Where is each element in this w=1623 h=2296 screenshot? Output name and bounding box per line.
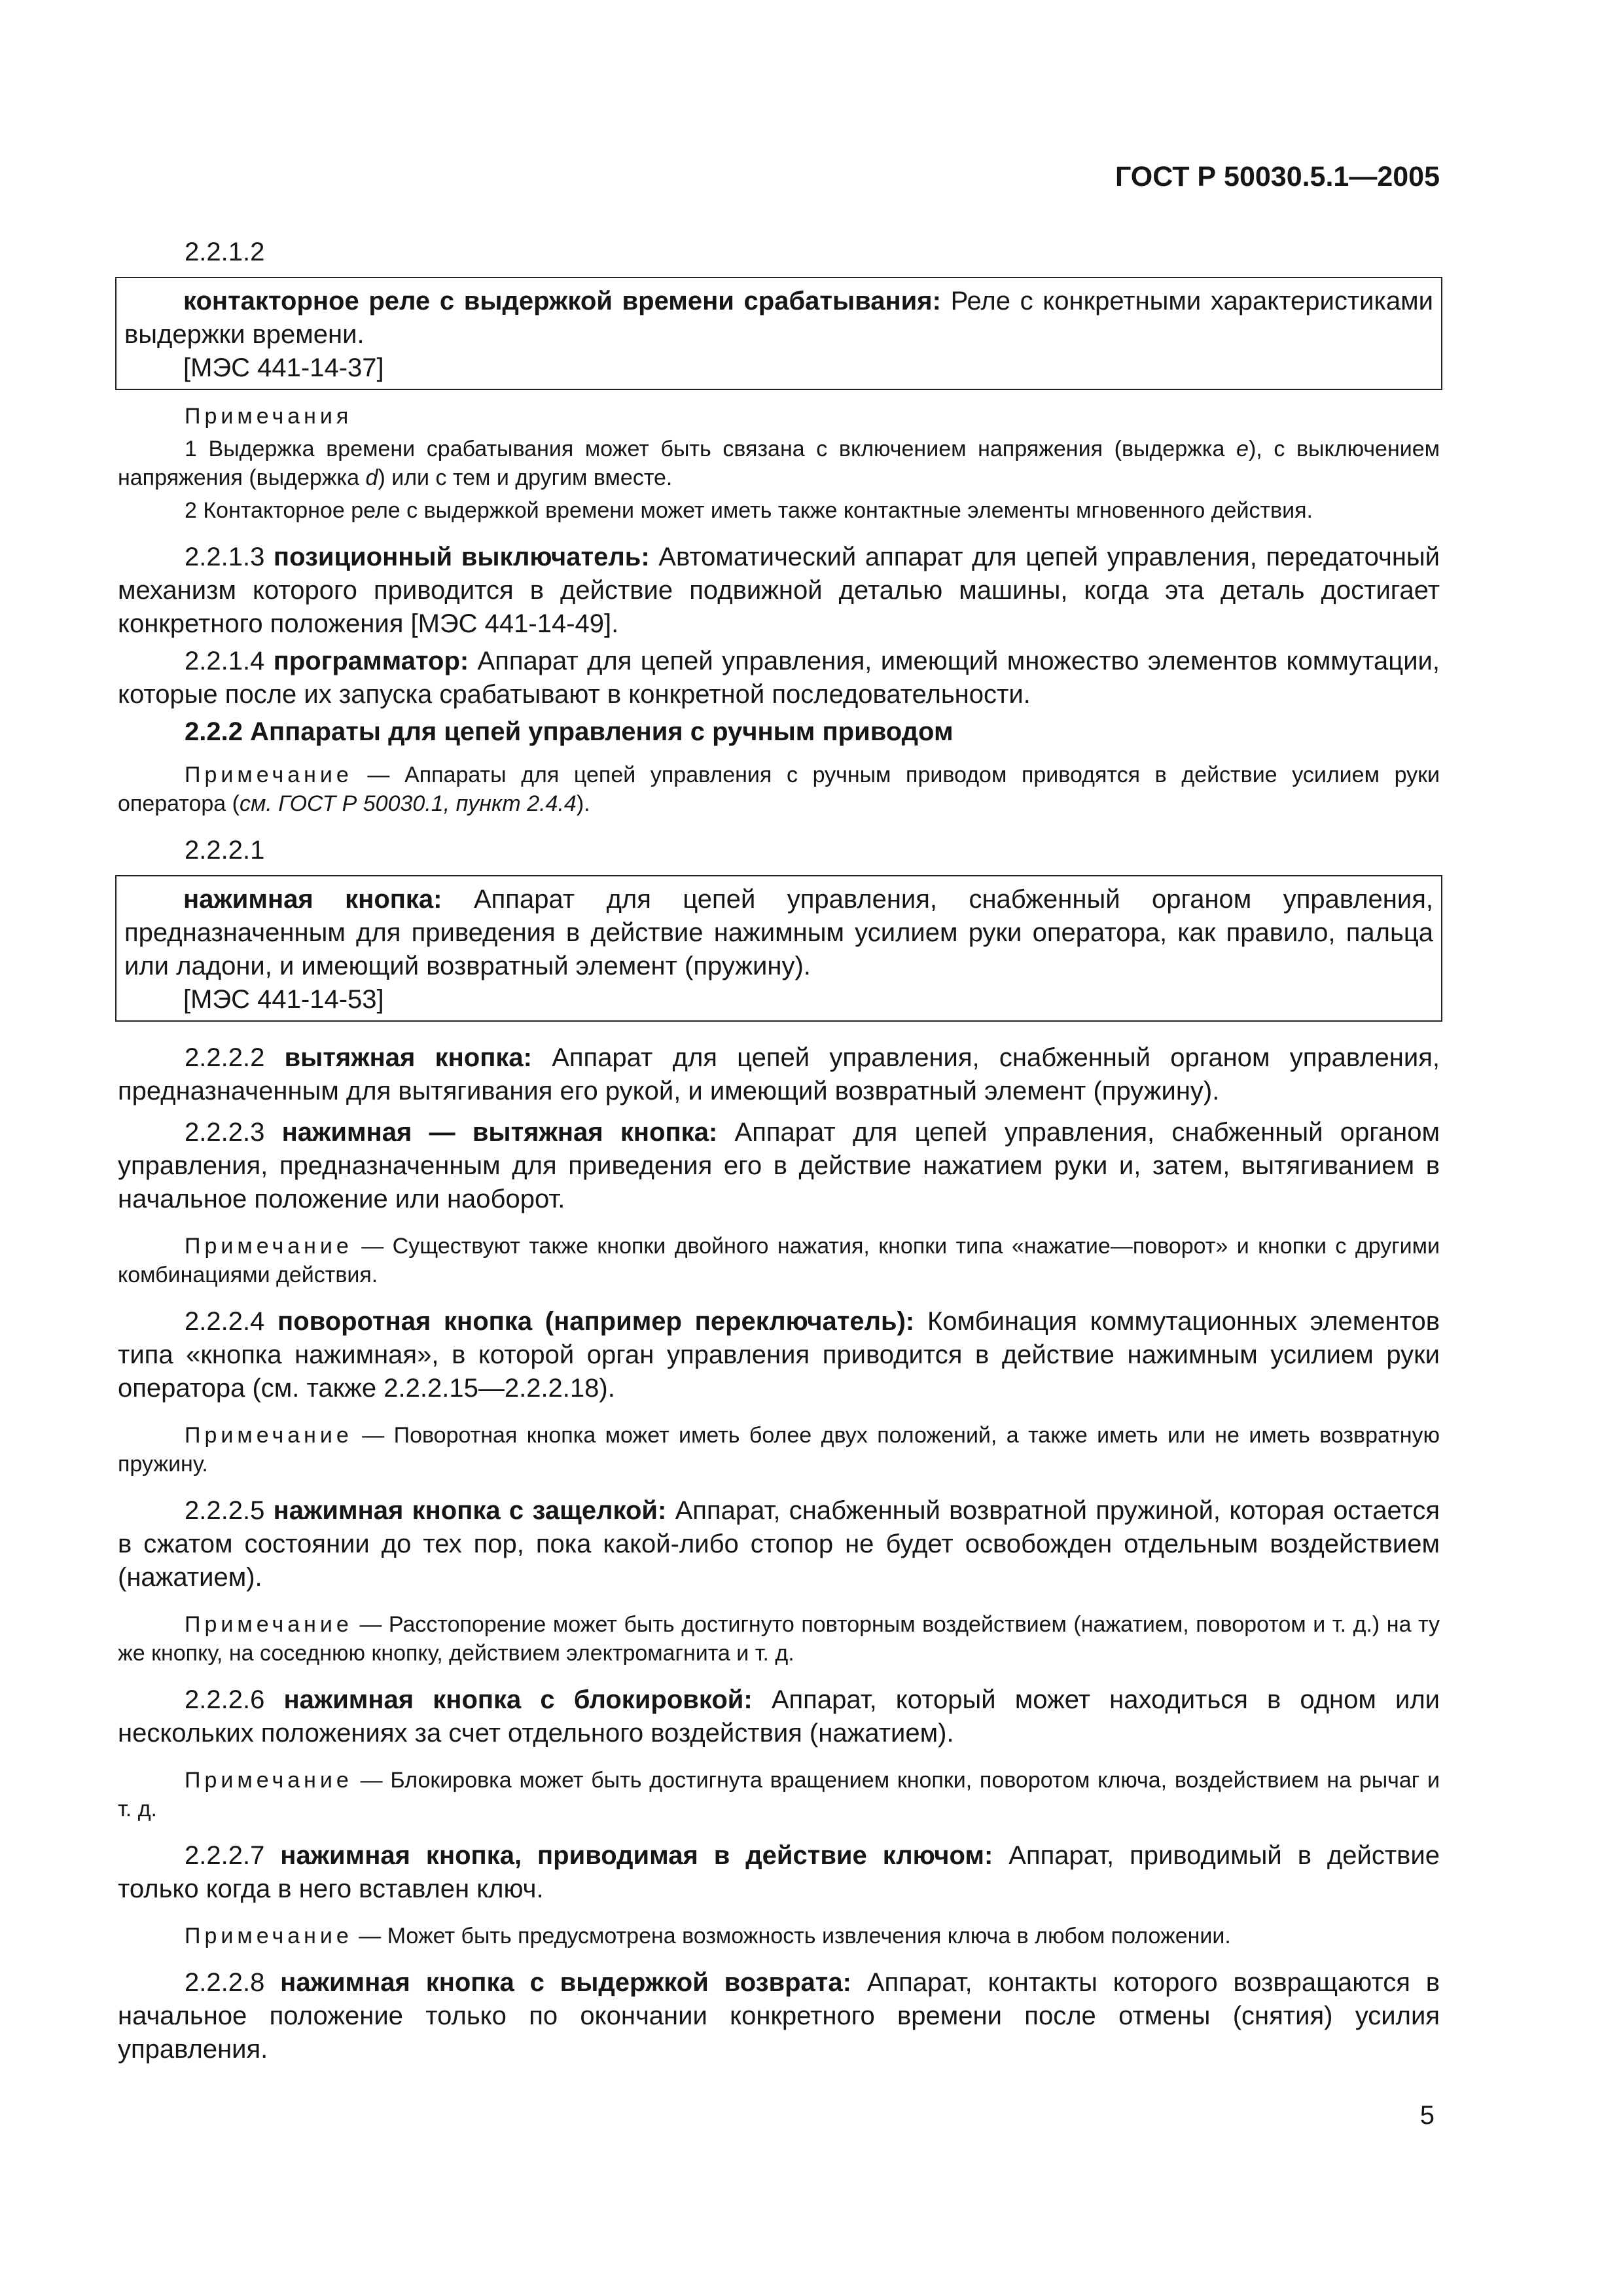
note: Примечание — Аппараты для цепей управления с ручным приводом приводятся в действие усилием руки оператора (см. ГОСТ Р 50030.1, пункт 2.4.4). bbox=[118, 762, 1440, 816]
clause-number: 2.2.1.2 bbox=[185, 238, 265, 266]
clause-paragraph: 2.2.2.3 нажимная — вытяжная кнопка: Аппарат для цепей управления, снабженный органом управления, предназначенным для приведения его в действие нажатием руки и, затем, вытягиванием в начальное положение или наоборот. bbox=[118, 1118, 1440, 1213]
section-heading: 2.2.2 Аппараты для цепей управления с ручным приводом bbox=[185, 717, 954, 746]
term: нажимная кнопка, приводимая в действие ключом: bbox=[280, 1841, 993, 1870]
note-label: Примечание bbox=[185, 1924, 353, 1948]
clause-paragraph: 2.2.2.7 нажимная кнопка, приводимая в действие ключом: Аппарат, приводимый в действие только когда в него вставлен ключ. bbox=[118, 1841, 1440, 1903]
term: контакторное реле с выдержкой времени срабатывания: bbox=[183, 287, 941, 315]
clause-paragraph: 2.2.1.3 позиционный выключатель: Автоматический аппарат для цепей управления, передаточный механизм которого приводится в действие подвижной деталью машины, когда эта деталь достигает конкретного положения [МЭС 441-14-49]. bbox=[118, 543, 1440, 638]
note-label: Примечание bbox=[185, 1234, 353, 1259]
clause-paragraph: 2.2.2.5 нажимная кнопка с защелкой: Аппарат, снабженный возвратной пружиной, которая остается в сжатом состоянии до тех пор, пока какой-либо стопор не будет освобожден отдельным воздействием (нажатием). bbox=[118, 1496, 1440, 1592]
source-reference: [МЭС 441-14-37] bbox=[183, 353, 384, 382]
document-header: ГОСТ Р 50030.5.1—2005 bbox=[1115, 161, 1440, 192]
note: Примечание — Поворотная кнопка может иметь более двух положений, а также иметь или не иметь возвратную пружину. bbox=[118, 1423, 1440, 1477]
term: нажимная кнопка с защелкой: bbox=[273, 1496, 667, 1525]
notes-title: Примечания bbox=[185, 404, 353, 429]
note-label: Примечание bbox=[185, 1768, 353, 1793]
clause-number: 2.2.2.1 bbox=[185, 836, 265, 865]
term: нажимная кнопка с блокировкой: bbox=[283, 1685, 753, 1714]
term: поворотная кнопка (например переключатель): bbox=[277, 1307, 915, 1336]
note: Примечание — Расстопорение может быть достигнуто повторным воздействием (нажатием, поворотом и т. д.) на ту же кнопку, на соседнюю кнопку, действием электромагнита и т. д. bbox=[118, 1612, 1440, 1666]
note-item: 1 Выдержка времени срабатывания может быть связана с включением напряжения (выдержка e), с выключением напряжения (выдержка d) или с тем и другим вместе. bbox=[118, 437, 1440, 490]
note: Примечание — Блокировка может быть достигнута вращением кнопки, поворотом ключа, воздействием на рычаг и т. д. bbox=[118, 1768, 1440, 1821]
page-number: 5 bbox=[1419, 2101, 1435, 2130]
definition-box bbox=[115, 875, 1442, 1022]
term: нажимная кнопка: bbox=[183, 885, 442, 914]
note-label: Примечание bbox=[185, 762, 353, 787]
clause-paragraph: 2.2.2.8 нажимная кнопка с выдержкой возврата: Аппарат, контакты которого возвращаются в начальное положение только по окончании конкретного времени после отмены (снятия) усилия управления. bbox=[118, 1968, 1440, 2064]
term: нажимная — вытяжная кнопка: bbox=[281, 1118, 718, 1147]
definition-text: Реле с конкретными характеристиками выдержки времени. bbox=[124, 287, 1433, 349]
note: Примечание — Может быть предусмотрена возможность извлечения ключа в любом положении. bbox=[185, 1924, 1231, 1948]
clause-paragraph: 2.2.2.4 поворотная кнопка (например переключатель): Комбинация коммутационных элементов типа «кнопка нажимная», в которой орган управления приводится в действие нажимным усилием руки оператора (см. также 2.2.2.15—2.2.2.18). bbox=[118, 1307, 1440, 1403]
clause-paragraph: 2.2.1.4 программатор: Аппарат для цепей управления, имеющий множество элементов коммутации, которые после их запуска срабатывают в конкретной последовательности. bbox=[118, 647, 1440, 709]
document-body bbox=[118, 236, 1440, 2066]
term: нажимная кнопка с выдержкой возврата: bbox=[280, 1968, 851, 1997]
note-item: 2 Контакторное реле с выдержкой времени может иметь также контактные элементы мгновенного действия. bbox=[185, 498, 1313, 523]
term: вытяжная кнопка: bbox=[284, 1043, 532, 1072]
definition-paragraph bbox=[124, 883, 1433, 983]
clause-paragraph: 2.2.2.2 вытяжная кнопка: Аппарат для цепей управления, снабженный органом управления, предназначенным для вытягивания его рукой, и имеющий возвратный элемент (пружину). bbox=[118, 1043, 1440, 1105]
definition-paragraph bbox=[124, 285, 1433, 351]
note: Примечание — Существуют также кнопки двойного нажатия, кнопки типа «нажатие—поворот» и кнопки с другими комбинациями действия. bbox=[118, 1234, 1440, 1287]
definition-box bbox=[115, 277, 1442, 390]
clause-paragraph: 2.2.2.6 нажимная кнопка с блокировкой: Аппарат, который может находиться в одном или нескольких положениях за счет отдельного воздействия (нажатием). bbox=[118, 1685, 1440, 1748]
note-label: Примечание bbox=[185, 1612, 353, 1637]
term: позиционный выключатель: bbox=[273, 543, 650, 571]
definition-text: Аппарат для цепей управления, снабженный органом управления, предназначенным для приведения в действие нажимным усилием руки оператора, как правило, пальца или ладони, и имеющий возвратный элемент (пружину). bbox=[124, 885, 1433, 980]
note-label: Примечание bbox=[185, 1423, 353, 1448]
term: программатор: bbox=[273, 647, 469, 675]
source-reference: [МЭС 441-14-53] bbox=[183, 985, 384, 1014]
